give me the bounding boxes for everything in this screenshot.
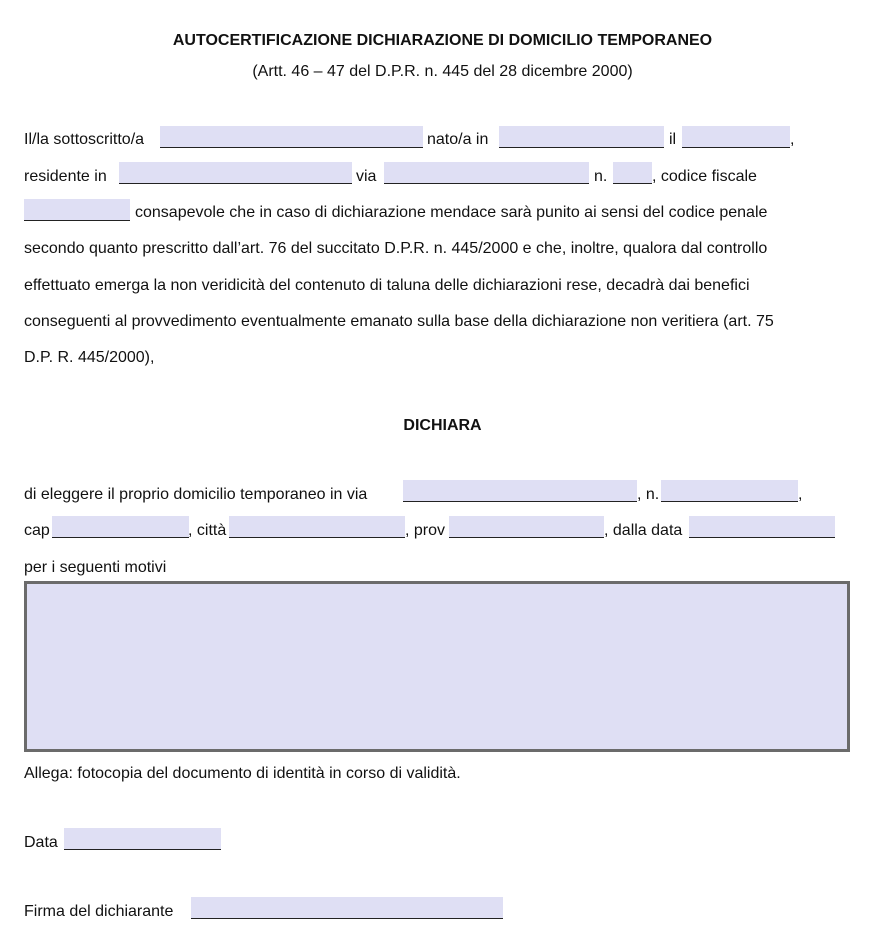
data-nascita-field[interactable] <box>682 126 790 148</box>
luogo-nascita-field[interactable] <box>499 126 664 148</box>
document-title: AUTOCERTIFICAZIONE DICHIARAZIONE DI DOMICILIO TEMPORANEO <box>172 32 713 49</box>
numero-domicilio-field[interactable] <box>661 480 798 502</box>
comma-label: , <box>798 486 803 503</box>
firma-label: Firma del dichiarante <box>24 903 174 920</box>
provincia-field[interactable] <box>449 516 604 538</box>
nato-label: nato/a in <box>427 131 489 148</box>
citta-field[interactable] <box>229 516 405 538</box>
comma-label: , <box>790 131 795 148</box>
motivi-label: per i seguenti motivi <box>24 559 167 576</box>
motivi-textarea[interactable] <box>24 581 850 752</box>
declaration-text-line: D.P. R. 445/2000), <box>24 349 155 366</box>
firma-field[interactable] <box>191 897 503 919</box>
document-subtitle: (Artt. 46 – 47 del D.P.R. n. 445 del 28 dicembre 2000) <box>252 63 633 80</box>
allega-text: Allega: fotocopia del documento di identità in corso di validità. <box>24 765 461 782</box>
sottoscritto-name-field[interactable] <box>160 126 423 148</box>
cap-field[interactable] <box>52 516 189 538</box>
dichiara-heading: DICHIARA <box>403 417 482 434</box>
prov-label: , prov <box>405 522 446 539</box>
residenza-field[interactable] <box>119 162 352 184</box>
numero-civico-field[interactable] <box>613 162 652 184</box>
dalla-data-field[interactable] <box>689 516 835 538</box>
numero-domicilio-label: , n. <box>637 486 660 503</box>
numero-label: n. <box>594 168 608 185</box>
declaration-text-line: effettuato emerga la non veridicità del contenuto di taluna delle dichiarazioni rese, decadrà dai benefici <box>24 277 750 294</box>
declaration-text-line: conseguenti al provvedimento eventualmente emanato sulla base della dichiarazione non veritiera (art. 75 <box>24 313 774 330</box>
via-residenza-field[interactable] <box>384 162 589 184</box>
citta-label: , città <box>188 522 227 539</box>
codice-fiscale-label: , codice fiscale <box>652 168 757 185</box>
il-label: il <box>669 131 677 148</box>
declaration-text-line: secondo quanto prescritto dall’art. 76 del succitato D.P.R. n. 445/2000 e che, inoltre, qualora dal controllo <box>24 240 768 257</box>
dalla-data-label: , dalla data <box>604 522 683 539</box>
via-label: via <box>356 168 377 185</box>
consapevole-text: consapevole che in caso di dichiarazione mendace sarà punito ai sensi del codice penale <box>135 204 768 221</box>
data-field[interactable] <box>64 828 221 850</box>
cap-label: cap <box>24 522 50 539</box>
sottoscritto-label: Il/la sottoscritto/a <box>24 131 145 148</box>
data-label: Data <box>24 834 58 851</box>
codice-fiscale-field[interactable] <box>24 199 130 221</box>
residente-label: residente in <box>24 168 107 185</box>
via-domicilio-field[interactable] <box>403 480 637 502</box>
eleggere-label: di eleggere il proprio domicilio temporaneo in via <box>24 486 368 503</box>
